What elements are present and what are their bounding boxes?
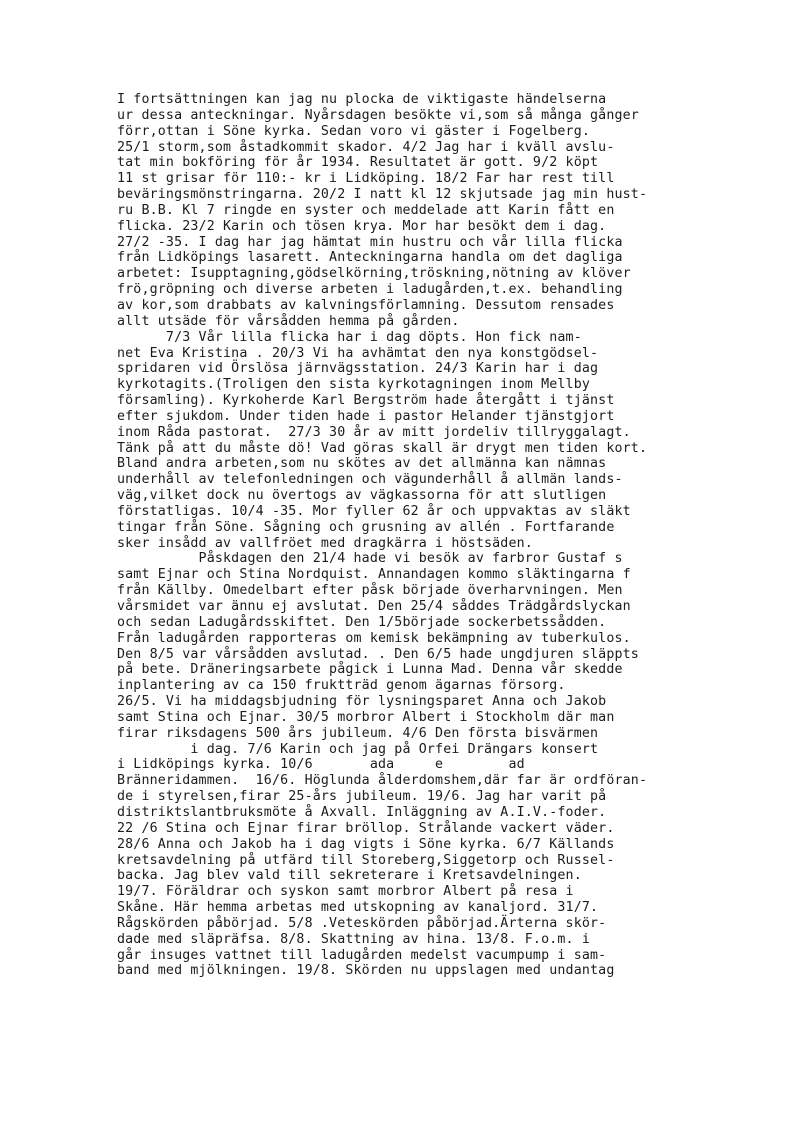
text-line: distriktslantbruksmöte å Axvall. Inläggning av A.I.V.-foder. [117,804,607,820]
text-line: backa. Jag blev vald till sekreterare i Kretsavdelningen. [117,868,582,884]
text-line: 19/7. Föräldrar och syskon samt morbror Albert på resa i [117,884,574,900]
text-line: 25/1 storm,som åstadkommit skador. 4/2 Jag har i kväll avslu- [117,139,615,155]
text-line: 28/6 Anna och Jakob ha i dag vigts i Söne kyrka. 6/7 Källands [117,836,615,852]
text-line: från Källby. Omedelbart efter påsk började överharvningen. Men [117,583,623,599]
text-line: Den 8/5 var vårsådden avslutad. . Den 6/5 hade ungdjuren släppts [117,646,639,662]
text-line: Skåne. Här hemma arbetas med utskopning av kanaljord. 31/7. [117,900,599,916]
text-line: Från ladugården rapporteras om kemisk bekämpning av tuberkulos. [117,630,631,646]
text-line: samt Stina och Ejnar. 30/5 morbror Albert i Stockholm där man [117,709,615,725]
text-line: kretsavdelning på utfärd till Storeberg,Siggetorp och Russel- [117,852,615,868]
text-line: 11 st grisar för 110:- kr i Lidköping. 18/2 Far har rest till [117,171,615,187]
text-line: underhåll av telefonledningen och vägunderhåll å allmän lands- [117,472,623,488]
text-line: Bränneridammen. 16/6. Höglunda ålderdomshem,där far är ordföran- [117,773,648,789]
text-line: vårsmidet var ännu ej avslutat. Den 25/4 såddes Trädgårdslyckan [117,599,631,614]
text-line: i dag. 7/6 Karin och jag på Orfei Drängars konsert [117,741,599,757]
text-line: 7/3 Vår lilla flicka har i dag döpts. Hon fick nam- [117,329,582,345]
text-line: och sedan Ladugårdsskiftet. Den 1/5började sockerbetssådden. [117,614,607,630]
text-line: arbetet: Isupptagning,gödselkörning,tröskning,nötning av klöver [117,266,631,282]
text-line: band med mjölkningen. 19/8. Skörden nu uppslagen med undantag [117,963,615,979]
text-line: frö,gröpning och diverse arbeten i ladugården,t.ex. behandling [117,282,623,298]
text-line: förr,ottan i Söne kyrka. Sedan voro vi gäster i Fogelberg. [117,123,591,139]
text-line: Bland andra arbeten,som nu skötes av det allmänna kan nämnas [117,456,607,472]
text-line: Rågskörden påbörjad. 5/8 .Veteskörden påbörjad.Ärterna skör- [117,915,607,931]
text-line: ru B.B. Kl 7 ringde en syster och meddelade att Karin fått en [117,202,615,218]
text-line: kyrkotagits.(Troligen den sista kyrkotagningen inom Mellby [117,377,591,393]
text-line: av kor,som drabbats av kalvningsförlamning. Dessutom rensades [117,297,615,313]
text-line: dade med släpräfsa. 8/8. Skattning av hina. 13/8. F.o.m. i [117,931,591,947]
text-line: allt utsäde för vårsådden hemma på gården. [117,313,460,329]
text-line: sker insådd av vallfröet med dragkärra i höstsäden. [117,535,533,551]
text-line: 27/2 -35. I dag har jag hämtat min hustru och vår lilla flicka [117,234,623,250]
text-line: efter sjukdom. Under tiden hade i pastor Helander tjänstgjort [117,408,615,424]
text-line: samt Ejnar och Stina Nordquist. Annandagen kommo släktingarna f [117,567,631,583]
text-line: väg,vilket dock nu övertogs av vägkassorna för att slutligen [117,488,607,504]
typewritten-text [117,92,789,979]
text-line: 22 /6 Stina och Ejnar firar bröllop. Strålande vackert väder. [117,820,615,836]
text-line: beväringsmönstringarna. 20/2 I natt kl 12 skjutsade jag min hust- [117,187,648,203]
text-line: firar riksdagens 500 års jubileum. 4/6 Den första bisvärmen [117,725,599,741]
text-line: spridaren vid Örslösa järnvägsstation. 24/3 Karin har i dag [117,361,599,377]
text-line: Tänk på att du måste dö! Vad göras skall är drygt men tiden kort. [117,440,648,456]
text-line: Påskdagen den 21/4 hade vi besök av farbror Gustaf s [117,551,623,567]
text-line: net Eva Kristina . 20/3 Vi ha avhämtat den nya konstgödsel- [117,345,599,361]
text-line: förstatligas. 10/4 -35. Mor fyller 62 år och uppvaktas av släkt [117,503,631,519]
text-line: 26/5. Vi ha middagsbjudning för lysningsparet Anna och Jakob [117,694,607,710]
text-line: inom Råda pastorat. 27/3 30 år av mitt jordeliv tillryggalagt. [117,424,631,440]
text-line: inplantering av ca 150 fruktträd genom ägarnas försorg. [117,678,566,694]
text-line: I fortsättningen kan jag nu plocka de viktigaste händelserna [117,92,607,107]
text-line: församling). Kyrkoherde Karl Bergström hade återgått i tjänst [117,393,615,409]
text-line: i Lidköpings kyrka. 10/6 ada e ad [117,757,525,773]
text-line: flicka. 23/2 Karin och tösen krya. Mor har besökt dem i dag. [117,218,607,234]
text-line: ur dessa anteckningar. Nyårsdagen besökte vi,som så många gånger [117,107,639,123]
text-line: går insuges vattnet till ladugården medelst vacumpump i sam- [117,947,607,963]
text-line: tingar från Söne. Sågning och grusning av allén . Fortfarande [117,519,615,535]
text-line: från Lidköpings lasarett. Anteckningarna handla om det dagliga [117,250,623,266]
text-line: tat min bokföring för år 1934. Resultatet är gott. 9/2 köpt [117,155,599,171]
text-line: de i styrelsen,firar 25-års jubileum. 19/6. Jag har varit på [117,789,607,805]
text-line: på bete. Dräneringsarbete pågick i Lunna Mad. Denna vår skedde [117,662,623,678]
